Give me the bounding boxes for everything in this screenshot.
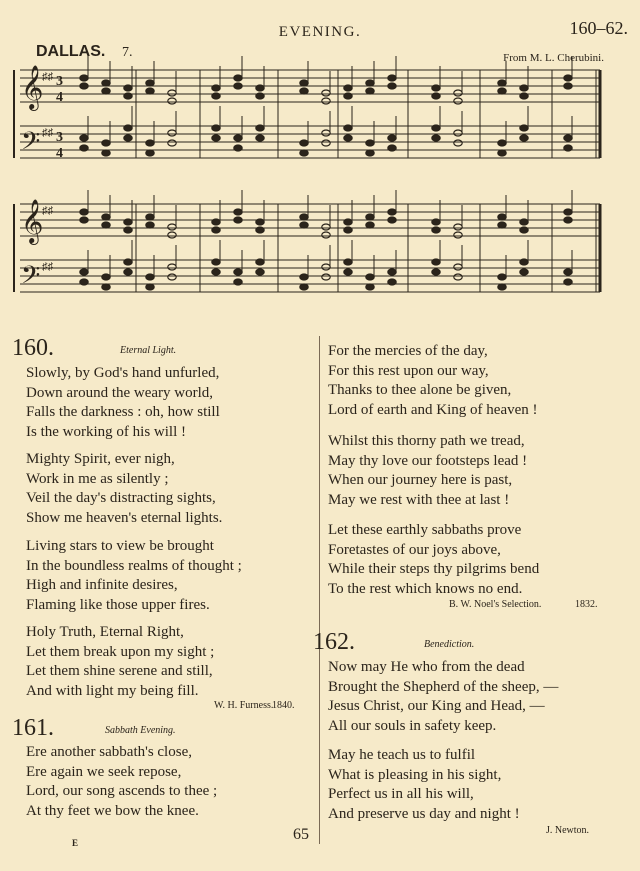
note-head bbox=[256, 219, 264, 225]
note-head bbox=[168, 130, 176, 136]
verse-line: Show me heaven's eternal lights. bbox=[26, 509, 223, 526]
note-head bbox=[344, 269, 352, 275]
verse-line: Now may He who from the dead bbox=[328, 659, 525, 675]
note-head bbox=[322, 140, 330, 146]
note-head bbox=[168, 274, 176, 280]
verse-line: Lord, our song ascends to thee ; bbox=[26, 783, 218, 799]
note-head bbox=[256, 227, 264, 233]
note-head bbox=[322, 98, 330, 104]
tune-meter: 7. bbox=[122, 45, 133, 60]
note-head bbox=[454, 274, 462, 280]
hymn-160-stanza-1 bbox=[26, 364, 220, 442]
note-head bbox=[344, 227, 352, 233]
key-signature-icon: ♯♯ bbox=[42, 71, 53, 83]
note-head bbox=[366, 150, 374, 156]
hymn-161-stanza-2 bbox=[328, 342, 538, 420]
hymn-162-stanza-1 bbox=[328, 658, 558, 736]
note-head bbox=[256, 93, 264, 99]
time-signature-icon: 3 bbox=[56, 130, 63, 145]
note-head bbox=[520, 85, 528, 91]
note-head bbox=[344, 259, 352, 265]
note-head bbox=[498, 88, 506, 94]
note-head bbox=[256, 259, 264, 265]
note-head bbox=[212, 269, 220, 275]
note-head bbox=[300, 88, 308, 94]
verse-line: Jesus Christ, our King and Head, — bbox=[328, 698, 545, 714]
note-head bbox=[146, 274, 154, 280]
note-head bbox=[168, 140, 176, 146]
time-signature-icon: 3 bbox=[56, 74, 63, 89]
note-head bbox=[344, 219, 352, 225]
note-head bbox=[322, 130, 330, 136]
note-head bbox=[212, 125, 220, 131]
note-head bbox=[80, 75, 88, 81]
note-head bbox=[124, 93, 132, 99]
note-head bbox=[454, 264, 462, 270]
note-head bbox=[124, 125, 132, 131]
note-head bbox=[322, 224, 330, 230]
verse-line: Slowly, by God's hand unfurled, bbox=[26, 365, 220, 381]
bass-clef-icon: 𝄢 bbox=[21, 261, 41, 296]
note-head bbox=[80, 269, 88, 275]
column-divider bbox=[319, 336, 320, 844]
verse-line: May we rest with thee at last ! bbox=[328, 491, 510, 508]
note-head bbox=[146, 88, 154, 94]
note-head bbox=[454, 140, 462, 146]
note-head bbox=[300, 80, 308, 86]
note-head bbox=[432, 125, 440, 131]
hymn-160-year: 1840. bbox=[272, 700, 295, 711]
note-head bbox=[366, 222, 374, 228]
verse-line: May he teach us to fulfil bbox=[328, 747, 476, 763]
hymn-162-number: 162. bbox=[313, 629, 355, 655]
note-head bbox=[498, 80, 506, 86]
note-head bbox=[322, 90, 330, 96]
hymn-160-stanza-2 bbox=[26, 450, 222, 528]
verse-line: For the mercies of the day, bbox=[328, 343, 488, 359]
note-head bbox=[366, 88, 374, 94]
note-head bbox=[520, 269, 528, 275]
page-number: 65 bbox=[293, 826, 309, 843]
note-head bbox=[432, 219, 440, 225]
note-head bbox=[454, 224, 462, 230]
note-head bbox=[520, 135, 528, 141]
running-head-title: EVENING. bbox=[278, 24, 362, 40]
note-head bbox=[212, 93, 220, 99]
note-head bbox=[80, 145, 88, 151]
tune-name: DALLAS. bbox=[36, 43, 106, 60]
hymn-162-author: J. Newton. bbox=[546, 825, 590, 836]
note-head bbox=[146, 150, 154, 156]
verse-line: Work in me as silently ; bbox=[26, 470, 169, 487]
note-head bbox=[454, 130, 462, 136]
note-head bbox=[432, 85, 440, 91]
note-head bbox=[80, 217, 88, 223]
note-head bbox=[234, 75, 242, 81]
verse-line: Is the working of his will ! bbox=[26, 423, 186, 440]
note-head bbox=[344, 85, 352, 91]
note-head bbox=[234, 209, 242, 215]
verse-line: Let them break upon my sight ; bbox=[26, 643, 215, 660]
verse-line: At thy feet we bow the knee. bbox=[26, 802, 199, 819]
note-head bbox=[432, 259, 440, 265]
note-head bbox=[124, 219, 132, 225]
note-head bbox=[366, 274, 374, 280]
note-head bbox=[102, 284, 110, 290]
note-head bbox=[234, 83, 242, 89]
note-head bbox=[102, 214, 110, 220]
note-head bbox=[454, 90, 462, 96]
note-head bbox=[146, 140, 154, 146]
note-head bbox=[300, 222, 308, 228]
note-head bbox=[256, 85, 264, 91]
note-head bbox=[124, 85, 132, 91]
note-head bbox=[388, 135, 396, 141]
note-head bbox=[564, 269, 572, 275]
note-head bbox=[454, 232, 462, 238]
note-head bbox=[388, 269, 396, 275]
note-head bbox=[300, 150, 308, 156]
note-head bbox=[520, 125, 528, 131]
verse-line: Holy Truth, Eternal Right, bbox=[26, 624, 184, 640]
note-head bbox=[234, 145, 242, 151]
verse-line: When our journey here is past, bbox=[328, 472, 513, 488]
hymn-161-stanza-1 bbox=[26, 743, 217, 821]
note-head bbox=[366, 214, 374, 220]
note-head bbox=[300, 140, 308, 146]
note-head bbox=[234, 217, 242, 223]
note-head bbox=[124, 269, 132, 275]
note-head bbox=[564, 145, 572, 151]
verse-line: Lord of earth and King of heaven ! bbox=[328, 401, 538, 418]
note-head bbox=[564, 75, 572, 81]
note-head bbox=[146, 284, 154, 290]
verse-line: All our souls in safety keep. bbox=[328, 717, 497, 734]
note-head bbox=[80, 209, 88, 215]
verse-line: Ere again we seek repose, bbox=[26, 763, 182, 780]
note-head bbox=[564, 209, 572, 215]
verse-line: For this rest upon our way, bbox=[328, 362, 489, 379]
hymn-160-number: 160. bbox=[12, 335, 54, 361]
verse-line: High and infinite desires, bbox=[26, 577, 178, 593]
treble-clef-icon: 𝄞 bbox=[21, 199, 44, 243]
note-head bbox=[212, 135, 220, 141]
note-head bbox=[146, 222, 154, 228]
note-head bbox=[102, 150, 110, 156]
note-head bbox=[498, 284, 506, 290]
note-head bbox=[388, 209, 396, 215]
verse-line: Whilst this thorny path we tread, bbox=[328, 433, 525, 449]
note-head bbox=[344, 93, 352, 99]
note-head bbox=[498, 140, 506, 146]
note-head bbox=[520, 227, 528, 233]
note-head bbox=[234, 279, 242, 285]
note-head bbox=[432, 135, 440, 141]
verse-line: What is pleasing in his sight, bbox=[328, 766, 502, 783]
verse-line: Foretastes of our joys above, bbox=[328, 541, 501, 558]
note-head bbox=[388, 145, 396, 151]
hymn-160-title: Eternal Light. bbox=[120, 345, 177, 356]
key-signature-icon: ♯♯ bbox=[42, 261, 53, 273]
note-head bbox=[212, 259, 220, 265]
note-head bbox=[344, 125, 352, 131]
note-head bbox=[80, 279, 88, 285]
note-head bbox=[498, 214, 506, 220]
note-head bbox=[102, 274, 110, 280]
music-score bbox=[0, 0, 640, 310]
verse-line: Let these earthly sabbaths prove bbox=[328, 522, 522, 538]
verse-line: In the boundless realms of thought ; bbox=[26, 557, 242, 574]
note-head bbox=[124, 135, 132, 141]
note-head bbox=[256, 269, 264, 275]
note-head bbox=[498, 150, 506, 156]
note-head bbox=[234, 269, 242, 275]
note-head bbox=[520, 219, 528, 225]
verse-line: Let them shine serene and still, bbox=[26, 663, 213, 679]
tune-composer: From M. L. Cherubini. bbox=[503, 52, 604, 64]
verse-line: And preserve us day and night ! bbox=[328, 805, 520, 822]
note-head bbox=[564, 83, 572, 89]
note-head bbox=[388, 279, 396, 285]
hymn-160-author: W. H. Furness. bbox=[214, 700, 274, 711]
hymn-161-number: 161. bbox=[12, 715, 54, 741]
verse-line: Down around the weary world, bbox=[26, 384, 214, 401]
note-head bbox=[388, 217, 396, 223]
hymn-162-stanza-2 bbox=[328, 746, 520, 824]
verse-line: To the rest which knows no end. bbox=[328, 580, 523, 597]
note-head bbox=[256, 135, 264, 141]
note-head bbox=[80, 83, 88, 89]
note-head bbox=[366, 140, 374, 146]
note-head bbox=[300, 214, 308, 220]
verse-line: Brought the Shepherd of the sheep, — bbox=[328, 678, 559, 695]
key-signature-icon: ♯♯ bbox=[42, 127, 53, 139]
note-head bbox=[234, 135, 242, 141]
verse-line: Flaming like those upper fires. bbox=[26, 596, 210, 613]
note-head bbox=[520, 259, 528, 265]
note-head bbox=[102, 140, 110, 146]
bass-clef-icon: 𝄢 bbox=[21, 127, 41, 162]
time-signature-icon: 4 bbox=[56, 146, 63, 161]
note-head bbox=[388, 83, 396, 89]
note-head bbox=[80, 135, 88, 141]
note-head bbox=[564, 217, 572, 223]
verse-line: May thy love our footsteps lead ! bbox=[328, 452, 528, 469]
note-head bbox=[146, 80, 154, 86]
key-signature-icon: ♯♯ bbox=[42, 205, 53, 217]
note-head bbox=[322, 274, 330, 280]
printer-signature-mark: E bbox=[72, 838, 79, 848]
note-head bbox=[432, 227, 440, 233]
hymn-161-author: B. W. Noel's Selection. bbox=[449, 599, 542, 610]
verse-line: Falls the darkness : oh, how still bbox=[26, 404, 220, 420]
note-head bbox=[498, 222, 506, 228]
verse-line: Perfect us in all his will, bbox=[328, 786, 474, 802]
note-head bbox=[564, 135, 572, 141]
note-head bbox=[300, 284, 308, 290]
verse-line: Living stars to view be brought bbox=[26, 538, 214, 554]
hymn-161-year: 1832. bbox=[575, 599, 598, 610]
hymn-161-stanza-4 bbox=[328, 521, 539, 599]
hymn-162-title: Benediction. bbox=[424, 639, 475, 650]
note-head bbox=[102, 88, 110, 94]
treble-clef-icon: 𝄞 bbox=[21, 65, 44, 109]
note-head bbox=[102, 80, 110, 86]
note-head bbox=[432, 93, 440, 99]
note-head bbox=[366, 80, 374, 86]
note-head bbox=[124, 259, 132, 265]
note-head bbox=[212, 219, 220, 225]
note-head bbox=[520, 93, 528, 99]
note-head bbox=[454, 98, 462, 104]
hymn-160-stanza-4 bbox=[26, 623, 214, 701]
note-head bbox=[256, 125, 264, 131]
note-head bbox=[300, 274, 308, 280]
note-head bbox=[168, 264, 176, 270]
note-head bbox=[168, 98, 176, 104]
hymn-161-stanza-3 bbox=[328, 432, 527, 510]
note-head bbox=[168, 224, 176, 230]
note-head bbox=[322, 232, 330, 238]
note-head bbox=[124, 227, 132, 233]
note-head bbox=[168, 232, 176, 238]
note-head bbox=[168, 90, 176, 96]
note-head bbox=[322, 264, 330, 270]
note-head bbox=[212, 85, 220, 91]
note-head bbox=[146, 214, 154, 220]
verse-line: Ere another sabbath's close, bbox=[26, 744, 192, 760]
note-head bbox=[102, 222, 110, 228]
note-head bbox=[432, 269, 440, 275]
note-head bbox=[366, 284, 374, 290]
verse-line: Veil the day's distracting sights, bbox=[26, 490, 216, 506]
time-signature-icon: 4 bbox=[56, 90, 63, 105]
hymn-160-stanza-3 bbox=[26, 537, 242, 615]
verse-line: Mighty Spirit, ever nigh, bbox=[26, 451, 175, 467]
note-head bbox=[344, 135, 352, 141]
note-head bbox=[498, 274, 506, 280]
verse-line: And with light my being fill. bbox=[26, 682, 199, 699]
running-head-hymn-range: 160–62. bbox=[569, 18, 628, 38]
note-head bbox=[564, 279, 572, 285]
hymn-161-title: Sabbath Evening. bbox=[105, 725, 176, 736]
verse-line: While their steps thy pilgrims bend bbox=[328, 561, 540, 577]
verse-line: Thanks to thee alone be given, bbox=[328, 382, 512, 398]
note-head bbox=[388, 75, 396, 81]
note-head bbox=[212, 227, 220, 233]
